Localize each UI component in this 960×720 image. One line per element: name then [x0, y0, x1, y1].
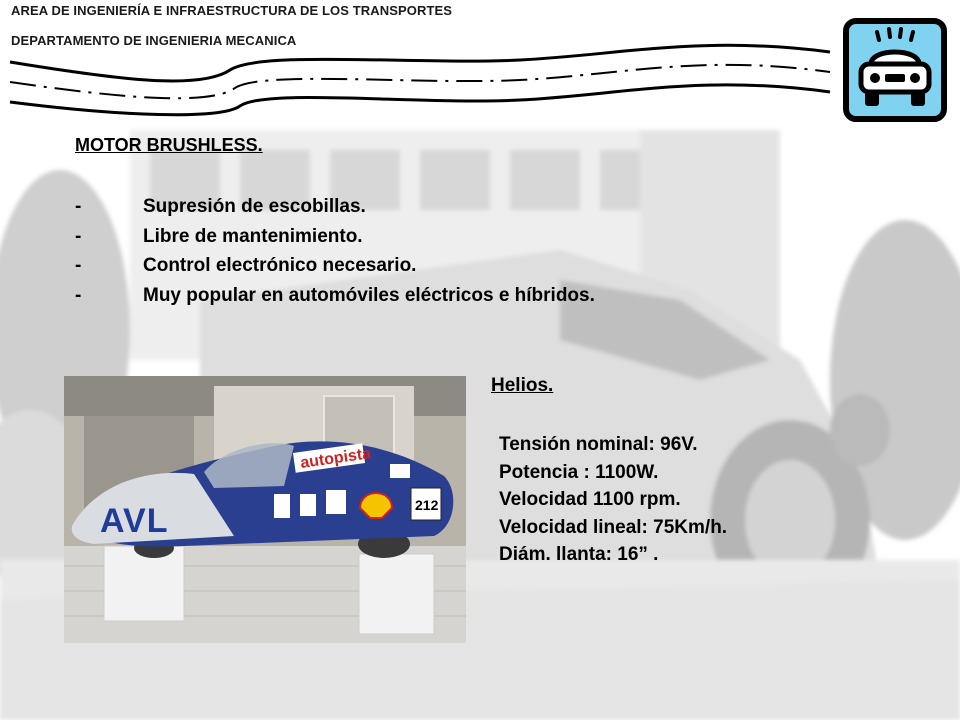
helios-car-photo	[64, 376, 466, 643]
list-item: Potencia : 1100W.	[499, 461, 659, 483]
feature-list	[75, 192, 595, 310]
helios-specs	[499, 431, 727, 569]
livery-avl: AVL	[100, 502, 169, 540]
car-icon	[843, 18, 947, 122]
header-line-2: DEPARTAMENTO DE INGENIERIA MECANICA	[11, 33, 297, 48]
list-item: Diám. llanta: 16” .	[499, 544, 659, 565]
list-item: Velocidad lineal: 75Km/h.	[499, 516, 728, 538]
list-item: Tensión nominal: 96V.	[499, 434, 698, 455]
list-item: - Libre de mantenimiento.	[75, 225, 363, 247]
list-item: Velocidad 1100 rpm.	[499, 489, 681, 510]
list-item: - Control electrónico necesario.	[75, 255, 417, 276]
livery-race-number: 212	[415, 497, 439, 513]
livery-autopista: autopista	[299, 445, 373, 472]
header-line-1: AREA DE INGENIERÍA E INFRAESTRUCTURA DE LOS TRANSPORTES	[11, 3, 453, 18]
road-graphic	[0, 40, 840, 120]
list-item: - Supresión de escobillas.	[75, 196, 366, 217]
slide-title: MOTOR BRUSHLESS.	[75, 135, 263, 155]
helios-title: Helios.	[491, 375, 554, 396]
list-item: - Muy popular en automóviles eléctricos e híbridos.	[75, 284, 595, 306]
